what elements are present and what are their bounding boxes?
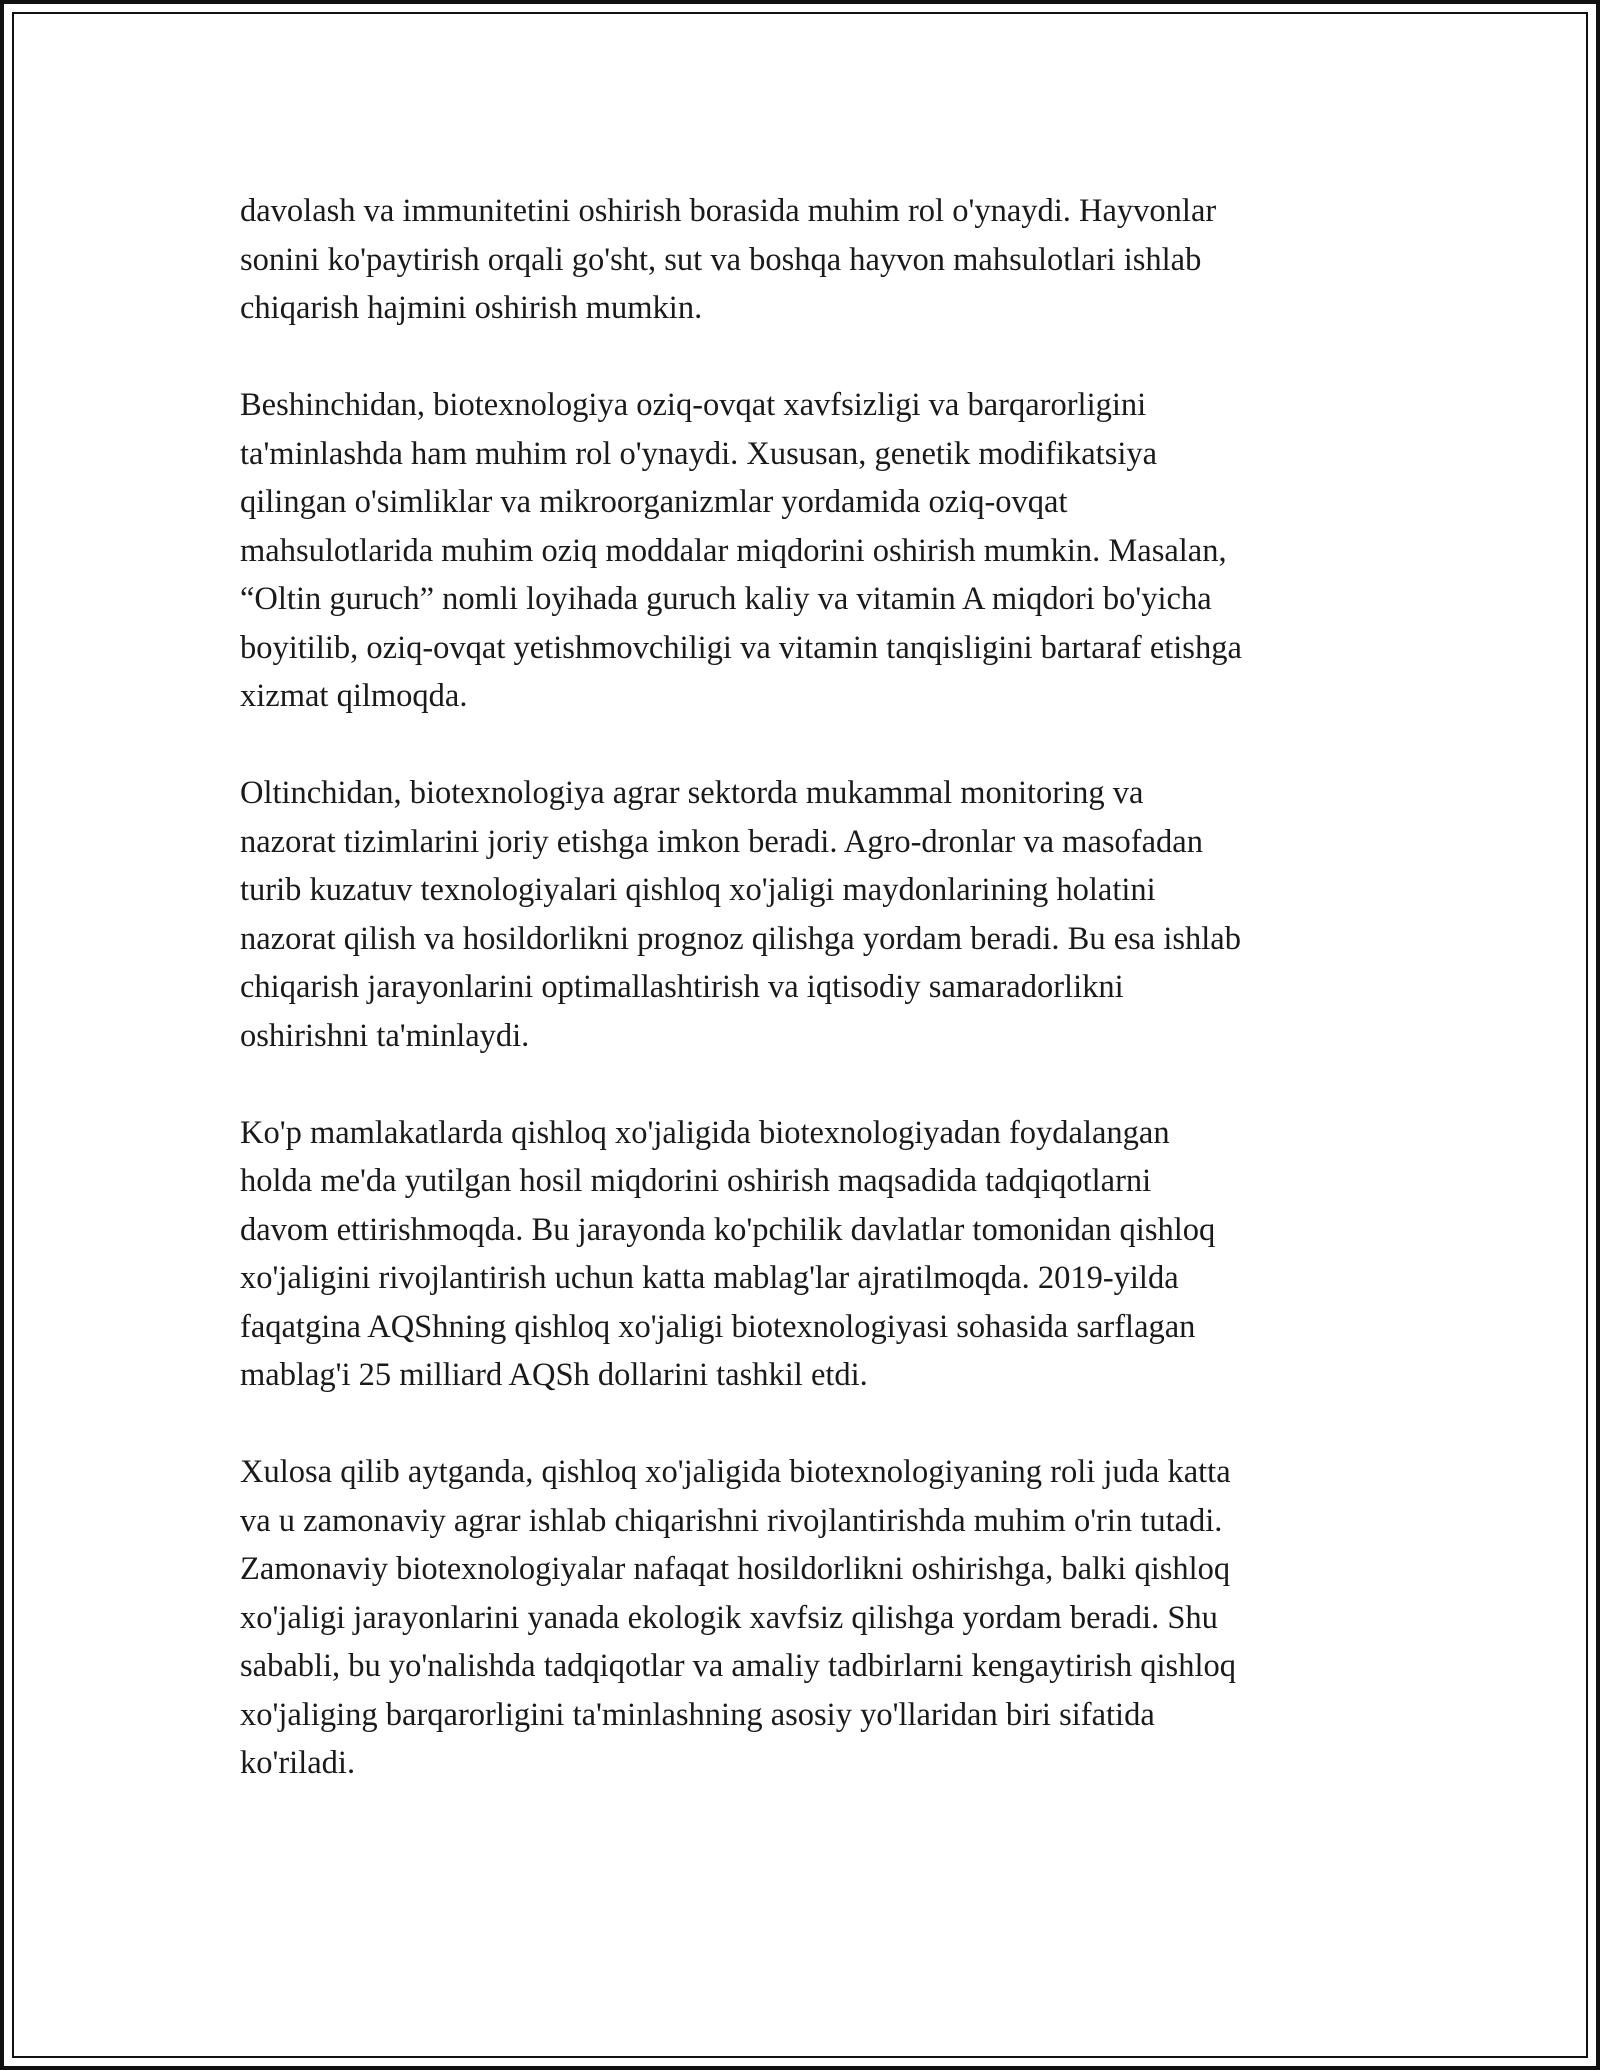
text-line: chiqarish jarayonlarini optimallashtirish va iqtisodiy samaradorlikni [240,969,1124,1005]
paragraph-3 [240,769,1380,1060]
text-line: chiqarish hajmini oshirish mumkin. [240,290,703,326]
text-line: sonini ko'paytirish orqali go'sht, sut va boshqa hayvon mahsulotlari ishlab [240,241,1202,278]
text-line: nazorat qilish va hosildorlikni prognoz qilishga yordam beradi. Bu esa ishlab [240,920,1241,957]
text-line: “Oltin guruch” nomli loyihada guruch kaliy va vitamin A miqdori bo'yicha [240,581,1212,617]
text-line: va u zamonaviy agrar ishlab chiqarishni rivojlantirishda muhim o'rin tutadi. [240,1502,1223,1539]
text-line: davolash va immunitetini oshirish borasida muhim rol o'ynaydi. Hayvonlar [240,193,1217,229]
text-line: faqatgina AQShning qishloq xo'jaligi biotexnologiyasi sohasida sarflagan [240,1308,1196,1345]
document-body [240,187,1380,1836]
paragraph-4 [240,1109,1380,1400]
text-line: xizmat qilmoqda. [240,678,468,714]
text-line: oshirishni ta'minlaydi. [240,1017,530,1054]
text-line: xo'jaliging barqarorligini ta'minlashning asosiy yo'llaridan biri sifatida [240,1696,1155,1733]
paragraph-1 [240,187,1380,333]
text-line: Oltinchidan, biotexnologiya agrar sektorda mukammal monitoring va [240,775,1144,811]
text-line: boyitilib, oziq-ovqat yetishmovchiligi va vitamin tanqisligini bartaraf etishga [240,629,1242,666]
paragraph-2 [240,381,1380,721]
text-line: ko'riladi. [240,1745,356,1781]
text-line: Xulosa qilib aytganda, qishloq xo'jaligida biotexnologiyaning roli juda katta [240,1454,1231,1490]
text-line: Beshinchidan, biotexnologiya oziq-ovqat xavfsizligi va barqarorligini [240,387,1147,423]
text-line: sababli, bu yo'nalishda tadqiqotlar va amaliy tadbirlarni kengaytirish qishloq [240,1648,1236,1684]
text-line: mahsulotlarida muhim oziq moddalar miqdorini oshirish mumkin. Masalan, [240,532,1227,569]
text-line: mablag'i 25 milliard AQSh dollarini tashkil etdi. [240,1357,868,1393]
text-line: qilingan o'simliklar va mikroorganizmlar yordamida oziq-ovqat [240,484,1068,520]
text-line: davom ettirishmoqda. Bu jarayonda ko'pchilik davlatlar tomonidan qishloq [240,1211,1216,1248]
paragraph-5 [240,1448,1380,1788]
text-line: ta'minlashda ham muhim rol o'ynaydi. Xususan, genetik modifikatsiya [240,435,1158,472]
text-line: Zamonaviy biotexnologiyalar nafaqat hosildorlikni oshirishga, balki qishloq [240,1551,1231,1587]
text-line: Ko'p mamlakatlarda qishloq xo'jaligida biotexnologiyadan foydalangan [240,1114,1170,1151]
text-line: holda me'da yutilgan hosil miqdorini oshirish maqsadida tadqiqotlarni [240,1163,1152,1199]
text-line: nazorat tizimlarini joriy etishga imkon beradi. Agro-dronlar va masofadan [240,823,1203,860]
text-line: xo'jaligi jarayonlarini yanada ekologik xavfsiz qilishga yordam beradi. Shu [240,1599,1218,1636]
text-line: turib kuzatuv texnologiyalari qishloq xo'jaligi maydonlarining holatini [240,872,1156,908]
text-line: xo'jaligini rivojlantirish uchun katta mablag'lar ajratilmoqda. 2019-yilda [240,1260,1179,1296]
